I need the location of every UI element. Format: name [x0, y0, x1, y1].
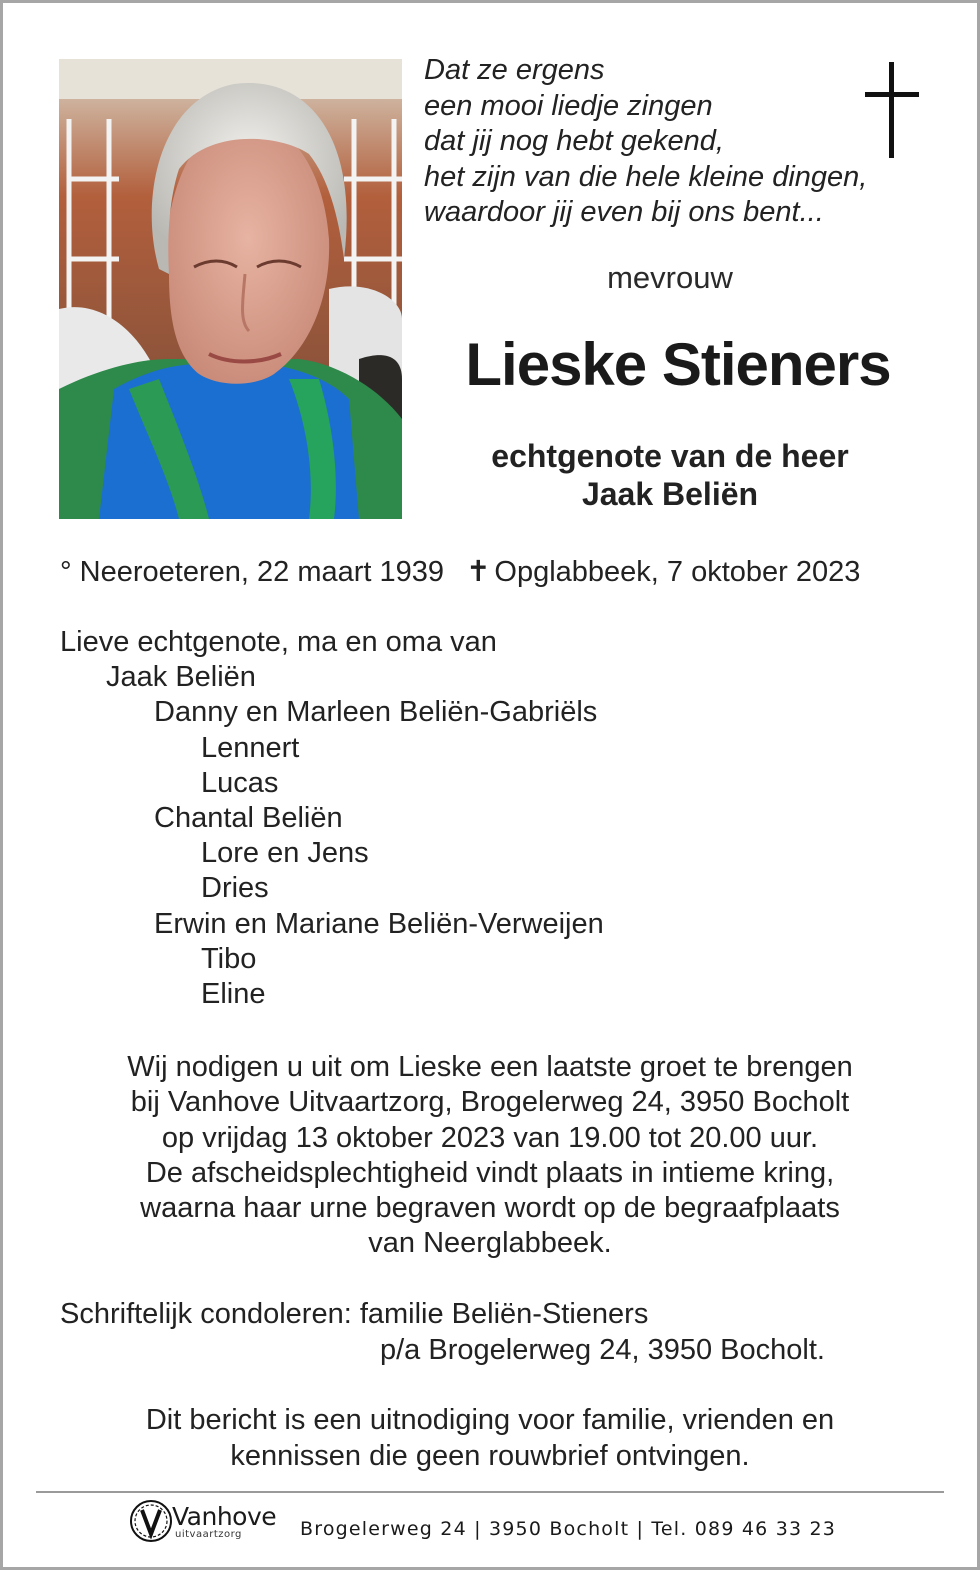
dagger-icon: ✝	[466, 556, 491, 588]
condolence-line: Schriftelijk condoleren: familie Beliën-Stieners	[60, 1298, 649, 1330]
notice-line: kennissen die geen rouwbrief ontvingen.	[230, 1439, 750, 1472]
list-item: Tibo	[201, 942, 257, 975]
list-item: Lore en Jens	[201, 837, 369, 870]
logo-name: Vanhove	[172, 1502, 277, 1531]
list-item: Eline	[201, 978, 266, 1011]
footer-divider	[36, 1491, 944, 1493]
list-item: Dries	[201, 872, 269, 905]
spouse-relation: echtgenote van de heer	[491, 438, 849, 474]
poem-line: waardoor jij even bij ons bent...	[424, 196, 824, 228]
deceased-name: Lieske Stieners	[465, 331, 891, 398]
poem	[424, 53, 894, 231]
death-date: Opglabbeek, 7 oktober 2023	[494, 556, 861, 588]
poem-line: het zijn van die hele kleine dingen,	[424, 160, 868, 193]
condolence-address	[60, 1297, 825, 1368]
list-item: Chantal Beliën	[154, 802, 343, 835]
salutation: mevrouw	[607, 260, 733, 295]
family-intro: Lieve echtgenote, ma en oma van	[60, 626, 497, 658]
notice-line: Dit bericht is een uitnodiging voor familie, vrienden en	[145, 1404, 835, 1436]
notice-text	[40, 1403, 940, 1474]
family-list	[60, 625, 604, 1012]
list-item: Danny en Marleen Beliën-Gabriëls	[154, 696, 598, 729]
poem-line: Dat ze ergens	[424, 54, 605, 86]
birth-date: Neeroeteren, 22 maart 1939	[79, 556, 445, 588]
invitation-line: van Neerglabbeek.	[368, 1227, 612, 1260]
invitation-line: bij Vanhove Uitvaartzorg, Brogelerweg 24, 3950 Bocholt	[130, 1086, 850, 1119]
list-item: Lennert	[201, 731, 300, 764]
invitation-text	[40, 1050, 940, 1262]
portrait-photo	[59, 59, 402, 519]
condolence-line: p/a Brogelerweg 24, 3950 Bocholt.	[380, 1333, 825, 1366]
invitation-line: Wij nodigen u uit om Lieske een laatste groet te brengen	[127, 1051, 853, 1083]
birth-mark: °	[60, 556, 72, 588]
list-item: Erwin en Mariane Beliën-Verweijen	[154, 907, 604, 940]
poem-line: dat jij nog hebt gekend,	[424, 125, 724, 157]
poem-line: een mooi liedje zingen	[424, 89, 713, 122]
logo-subtitle: uitvaartzorg	[175, 1529, 242, 1540]
invitation-line: De afscheidsplechtigheid vindt plaats in intieme kring,	[145, 1156, 835, 1189]
footer-address: Brogelerweg 24 | 3950 Bocholt | Tel. 089 46 33 23	[300, 1518, 837, 1540]
invitation-line: waarna haar urne begraven wordt op de begraafplaats	[140, 1192, 840, 1225]
life-dates	[60, 554, 860, 589]
spouse-name: Jaak Beliën	[581, 476, 759, 512]
invitation-line: op vrijdag 13 oktober 2023 van 19.00 tot 20.00 uur.	[161, 1121, 819, 1154]
cross-icon	[863, 62, 921, 160]
list-item: Lucas	[201, 766, 279, 799]
list-item: Jaak Beliën	[106, 661, 256, 694]
spouse-block	[440, 437, 900, 513]
